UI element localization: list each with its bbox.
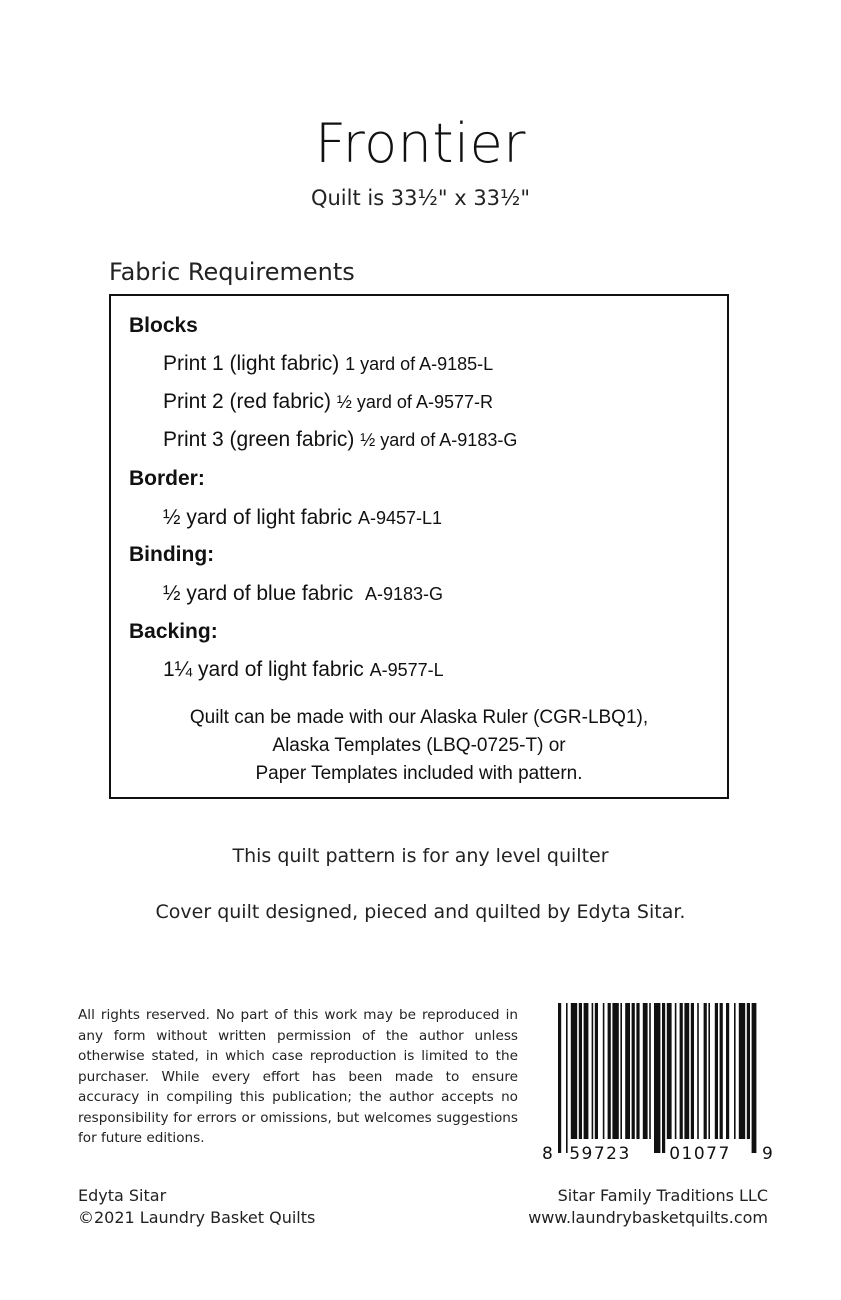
block-print-1 (163, 352, 493, 376)
barcode-bar (636, 1003, 639, 1139)
backing-label: 1¼ yard of light fabric (163, 658, 370, 681)
barcode-bar (612, 1003, 618, 1139)
block-print-2-label: Print 2 (red fabric) (163, 390, 337, 413)
barcode-digit-last: 9 (762, 1144, 773, 1163)
credit-text: Cover quilt designed, pieced and quilted by Edyta Sitar. (155, 901, 686, 923)
barcode-bar (704, 1003, 707, 1139)
border-line (163, 506, 442, 530)
barcode-bars (558, 1003, 756, 1153)
barcode-bar (654, 1003, 660, 1153)
barcode-bar (739, 1003, 745, 1139)
barcode-bar (643, 1003, 648, 1139)
barcode-digits-left: 59723 (569, 1144, 631, 1163)
website-link[interactable]: www.laundrybasketquilts.com (528, 1208, 768, 1227)
ruler-note-line-1: Quilt can be made with our Alaska Ruler (CGR-LBQ1), (189, 707, 649, 728)
footer-right (528, 1185, 768, 1229)
author-name: Edyta Sitar (78, 1186, 167, 1205)
barcode-bar (680, 1003, 683, 1139)
backing-code: A-9577-L (369, 660, 444, 680)
barcode-bar (715, 1003, 718, 1139)
block-print-3 (163, 428, 517, 452)
block-print-1-code: 1 yard of A-9185-L (345, 354, 494, 374)
barcode-digits-right: 01077 (669, 1144, 731, 1163)
barcode-bar (595, 1003, 598, 1139)
barcode-bar (625, 1003, 630, 1139)
barcode-bar (708, 1003, 710, 1139)
barcode-bar (632, 1003, 635, 1139)
fabric-requirements-box (109, 294, 729, 799)
barcode-bar (684, 1003, 689, 1139)
barcode-bar (608, 1003, 611, 1139)
border-code: A-9457-L1 (357, 508, 442, 528)
binding-label: ½ yard of blue fabric (163, 582, 365, 605)
barcode-bar (697, 1003, 699, 1139)
binding-heading: Binding: (129, 543, 215, 566)
barcode-bar (691, 1003, 694, 1139)
page-title: Frontier (314, 112, 526, 175)
footer-left (78, 1185, 315, 1229)
barcode-bar (675, 1003, 677, 1139)
barcode-bar (592, 1003, 594, 1139)
binding-code: A-9183-G (364, 584, 443, 604)
copyright-line: ©2021 Laundry Basket Quilts (78, 1208, 316, 1227)
barcode-bar (620, 1003, 622, 1139)
barcode-bar (667, 1003, 672, 1139)
border-heading: Border: (129, 467, 205, 490)
barcode (540, 1003, 775, 1163)
blocks-heading: Blocks (129, 314, 198, 337)
barcode-bar (649, 1003, 651, 1139)
block-print-2 (163, 390, 493, 414)
barcode-bar (752, 1003, 757, 1153)
barcode-bar (584, 1003, 589, 1139)
ruler-note-line-2: Alaska Templates (LBQ-0725-T) or (272, 735, 566, 756)
block-print-2-code: ½ yard of A-9577-R (336, 392, 493, 412)
barcode-bar (571, 1003, 577, 1139)
block-print-3-code: ½ yard of A-9183-G (360, 430, 518, 450)
backing-line (163, 658, 444, 682)
barcode-bar (747, 1003, 750, 1139)
company-name: Sitar Family Traditions LLC (557, 1186, 768, 1205)
fabric-requirements-heading: Fabric Requirements (109, 258, 355, 286)
quilt-size: Quilt is 33½" x 33½" (310, 186, 531, 210)
barcode-bar (579, 1003, 582, 1139)
barcode-bar (734, 1003, 736, 1139)
barcode-bar (558, 1003, 561, 1153)
copyright-notice: All rights reserved. No part of this work may be reproduced in any form without written permission of the author unless otherwise stated, in which case reproduction is limited to the purchaser. While every effort has been made to ensure accuracy in compiling this publication; the author accepts no responsibility for errors or omissions, but welcomes suggestions for future editions. (78, 1007, 518, 1146)
backing-heading: Backing: (129, 620, 218, 643)
barcode-bar (720, 1003, 723, 1139)
barcode-bar (662, 1003, 665, 1153)
ruler-note-line-3: Paper Templates included with pattern. (255, 763, 583, 784)
barcode-bar (566, 1003, 568, 1153)
skill-level-text: This quilt pattern is for any level quilter (232, 845, 609, 867)
binding-line (163, 582, 443, 606)
border-label: ½ yard of light fabric (163, 506, 358, 529)
barcode-bar (726, 1003, 729, 1139)
block-print-3-label: Print 3 (green fabric) (163, 428, 361, 451)
block-print-1-label: Print 1 (light fabric) (163, 352, 346, 375)
barcode-digit-first: 8 (542, 1144, 553, 1163)
barcode-bar (603, 1003, 605, 1139)
